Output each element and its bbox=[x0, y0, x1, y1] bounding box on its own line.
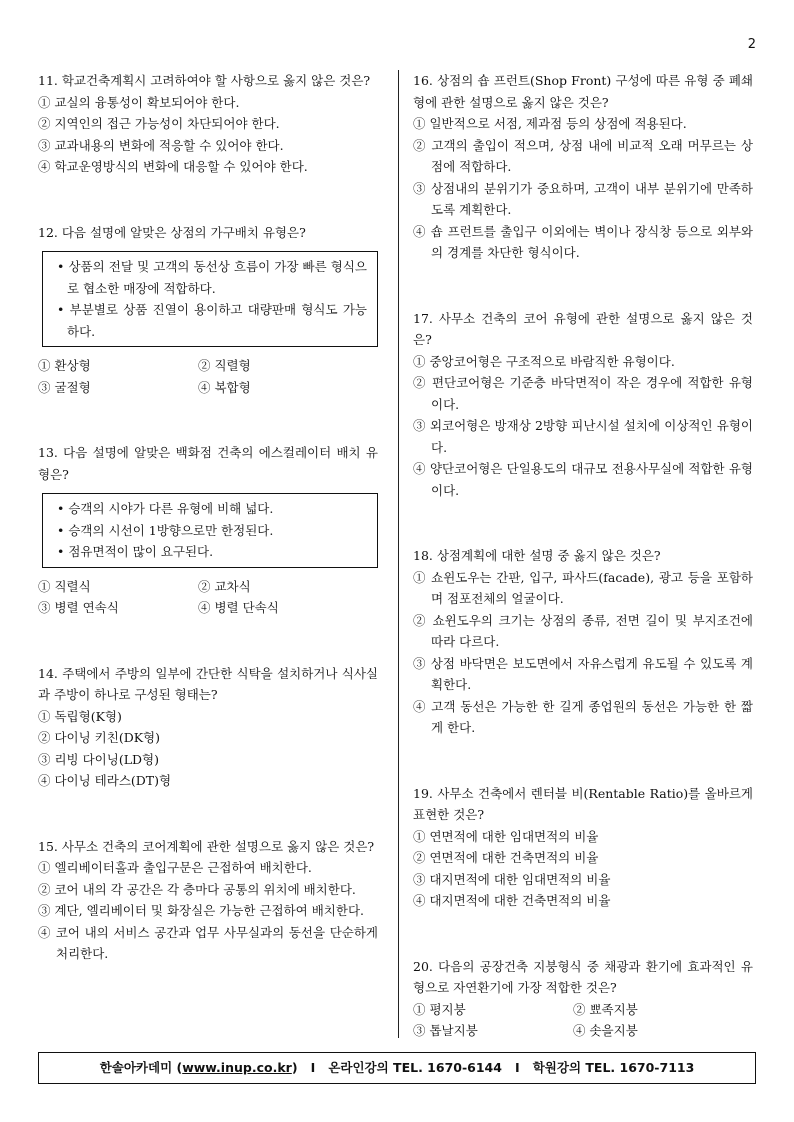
option: ② 쇼윈도우의 크기는 상점의 종류, 전면 길이 및 부지조건에 따라 다르다. bbox=[413, 612, 753, 649]
option: ① 연면적에 대한 임대면적의 비율 bbox=[413, 828, 599, 844]
question-title: 13. 다음 설명에 알맞은 백화점 건축의 에스컬레이터 배치 유형은? bbox=[38, 445, 378, 482]
right-column bbox=[413, 70, 753, 1042]
option: ③ 톱날지붕 bbox=[413, 1023, 478, 1038]
left-column bbox=[38, 70, 378, 965]
option: ② 편단코어형은 기준층 바닥면적이 작은 경우에 적합한 유형이다. bbox=[413, 375, 753, 412]
question-11 bbox=[38, 70, 378, 178]
footer-separator: I bbox=[310, 1060, 316, 1075]
box-item: • 상품의 전달 및 고객의 동선상 흐름이 가장 빠른 형식으로 협소한 매장에 적합하다. bbox=[57, 259, 367, 296]
option: ② 고객의 출입이 적으며, 상점 내에 비교적 오래 머무르는 상점에 적합하다. bbox=[413, 137, 753, 174]
option: ③ 대지면적에 대한 임대면적의 비율 bbox=[413, 871, 611, 887]
option: ④ 솟을지붕 bbox=[573, 1023, 638, 1038]
option: ② 직렬형 bbox=[198, 358, 251, 373]
question-13 bbox=[38, 442, 378, 619]
option: ① 직렬식 bbox=[38, 578, 91, 594]
question-title: 15. 사무소 건축의 코어계획에 관한 설명으로 옳지 않은 것은? bbox=[38, 838, 375, 854]
option: ① 엘리베이터홀과 출입구문은 근접하여 배치한다. bbox=[38, 860, 312, 875]
option: ① 일반적으로 서점, 제과점 등의 상점에 적용된다. bbox=[413, 116, 687, 131]
question-title: 20. 다음의 공장건축 지붕형식 중 채광과 환기에 효과적인 유형으로 자연환기에 가장 적합한 것은? bbox=[413, 958, 753, 995]
option: ① 쇼윈도우는 간판, 입구, 파사드(facade), 광고 등을 포함하며 점포전체의 얼굴이다. bbox=[413, 569, 753, 606]
option: ④ 복합형 bbox=[198, 379, 251, 395]
question-title: 16. 상점의 숍 프런트(Shop Front) 구성에 따른 유형 중 폐쇄형에 관한 설명으로 옳지 않은 것은? bbox=[413, 73, 753, 110]
option: ② 교차식 bbox=[198, 578, 251, 594]
option: ③ 리빙 다이닝(LD형) bbox=[38, 751, 159, 767]
option: ① 교실의 융통성이 확보되어야 한다. bbox=[38, 94, 240, 110]
option: ③ 굴절형 bbox=[38, 379, 91, 395]
page-number: 2 bbox=[747, 37, 756, 52]
option: ② 지역인의 접근 가능성이 차단되어야 한다. bbox=[38, 116, 280, 131]
footer-url-link[interactable]: www.inup.co.kr bbox=[182, 1060, 292, 1075]
option: ③ 외코어형은 방재상 2방향 피난시설 설치에 이상적인 유형이다. bbox=[413, 418, 753, 455]
option: ① 중앙코어형은 구조적으로 바람직한 유형이다. bbox=[413, 353, 675, 369]
box-item: • 승객의 시야가 다른 유형에 비해 넓다. bbox=[57, 501, 274, 516]
box-item: • 승객의 시선이 1방향으로만 한정된다. bbox=[57, 522, 274, 538]
question-16 bbox=[413, 70, 753, 264]
option: ① 환상형 bbox=[38, 358, 91, 373]
option: ② 뾰족지붕 bbox=[573, 1001, 638, 1017]
footer-offline-phone: 학원강의 TEL. 1670-7113 bbox=[532, 1060, 695, 1075]
footer-separator: I bbox=[515, 1060, 520, 1075]
option: ② 코어 내의 각 공간은 각 층마다 공통의 위치에 배치한다. bbox=[38, 881, 356, 897]
option: ④ 고객 동선은 가능한 한 길게 종업원의 동선은 가능한 한 짧게 한다. bbox=[413, 698, 753, 735]
option: ① 평지붕 bbox=[413, 1001, 466, 1017]
option: ① 독립형(K형) bbox=[38, 708, 122, 724]
question-title: 14. 주택에서 주방의 일부에 간단한 식탁을 설치하거나 식사실과 주방이 하나로 구성된 형태는? bbox=[38, 665, 378, 702]
column-divider bbox=[398, 70, 399, 1038]
question-20 bbox=[413, 956, 753, 1042]
question-15 bbox=[38, 836, 378, 965]
question-19 bbox=[413, 783, 753, 912]
footer-brand: 한솔아카데미 ( bbox=[99, 1060, 183, 1075]
footer-banner bbox=[38, 1052, 756, 1084]
box-item: • 점유면적이 많이 요구된다. bbox=[57, 544, 214, 559]
question-17 bbox=[413, 308, 753, 502]
option: ④ 숍 프런트를 출입구 이외에는 벽이나 장식창 등으로 외부와의 경계를 차단한 형식이다. bbox=[413, 223, 753, 260]
question-18 bbox=[413, 545, 753, 739]
option: ④ 학교운영방식의 변화에 대응할 수 있어야 한다. bbox=[38, 159, 308, 174]
option: ④ 대지면적에 대한 건축면적의 비율 bbox=[413, 893, 611, 908]
footer-online-phone: 온라인강의 TEL. 1670-6144 bbox=[328, 1060, 502, 1075]
option: ③ 상점내의 분위기가 중요하며, 고객이 내부 분위기에 만족하도록 계획한다. bbox=[413, 180, 753, 217]
option: ③ 교과내용의 변화에 적응할 수 있어야 한다. bbox=[38, 137, 284, 153]
footer-brand-close: ) bbox=[291, 1060, 298, 1075]
option: ② 다이닝 키친(DK형) bbox=[38, 730, 161, 745]
question-14 bbox=[38, 663, 378, 792]
question-title: 17. 사무소 건축의 코어 유형에 관한 설명으로 옳지 않은 것은? bbox=[413, 310, 753, 347]
question-12 bbox=[38, 222, 378, 399]
option: ④ 병렬 단속식 bbox=[198, 600, 279, 615]
box-item: • 부분별로 상품 진열이 용이하고 대량판매 형식도 가능하다. bbox=[57, 302, 367, 339]
option: ② 연면적에 대한 건축면적의 비율 bbox=[413, 850, 599, 865]
question-title: 19. 사무소 건축에서 렌터블 비(Rentable Ratio)를 올바르게 표현한 것은? bbox=[413, 785, 753, 822]
question-title: 11. 학교건축계획시 고려하여야 할 사항으로 옳지 않은 것은? bbox=[38, 73, 371, 88]
description-box bbox=[42, 493, 378, 568]
option: ④ 코어 내의 서비스 공간과 업무 사무실과의 동선을 단순하게 처리한다. bbox=[38, 924, 378, 961]
description-box bbox=[42, 251, 378, 347]
option: ③ 상점 바닥면은 보도면에서 자유스럽게 유도될 수 있도록 계획한다. bbox=[413, 655, 753, 692]
option: ③ 병렬 연속식 bbox=[38, 600, 119, 615]
option: ④ 양단코어형은 단일용도의 대규모 전용사무실에 적합한 유형이다. bbox=[413, 461, 753, 498]
question-title: 12. 다음 설명에 알맞은 상점의 가구배치 유형은? bbox=[38, 224, 306, 240]
question-title: 18. 상점계획에 대한 설명 중 옳지 않은 것은? bbox=[413, 548, 661, 563]
option: ④ 다이닝 테라스(DT)형 bbox=[38, 773, 172, 788]
option: ③ 계단, 엘리베이터 및 화장실은 가능한 근접하여 배치한다. bbox=[38, 903, 364, 918]
